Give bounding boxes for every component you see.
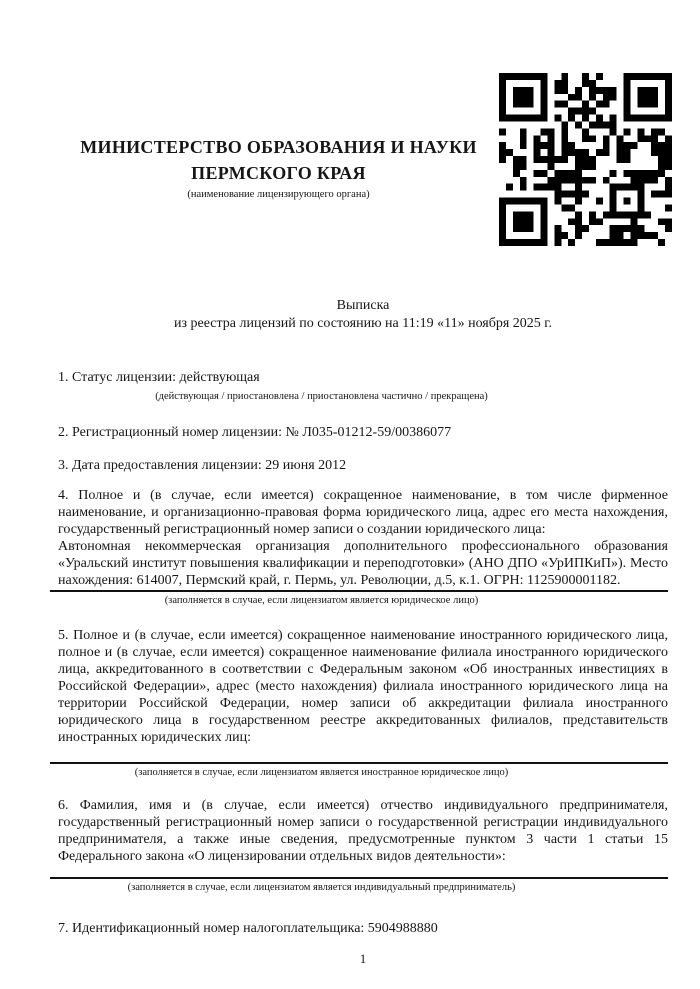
- foreign-entity-caption: (заполняется в случае, если лицензиатом является иностранное юридическое лицо): [134, 766, 509, 778]
- document-title-line2: из реестра лицензий по состоянию на 11:19 «11» ноября 2025 г.: [174, 315, 552, 331]
- legal-entity-value: Автономная некоммерческая организация дополнительного профессионального образования «Уральский институт повышения квалификации и переподготовки» (АНО ДПО «УрИПКиП»). Место нахождения: 614007, Пермский край, г. Пермь, ул. Революции, д.5, к.1. ОГРН: 1125900001182.: [58, 538, 668, 588]
- field-entrepreneur: [58, 797, 668, 894]
- ministry-name-line2: ПЕРМСКОГО КРАЯ: [191, 163, 366, 183]
- field-taxpayer-number: [58, 920, 668, 938]
- entrepreneur-label: 6. Фамилия, имя и (в случае, если имеется) отчество индивидуального предпринимателя, государственный регистрационный номер записи о государственной регистрации индивидуального предпринимателя, а также иные сведения, предусмотренные пунктом 3 части 1 статьи 15 Федерального закона «О лицензировании отдельных видов деятельности»:: [58, 797, 668, 864]
- document-body: [58, 297, 668, 967]
- qr-code-icon: [499, 73, 672, 246]
- field-grant-date: [58, 457, 668, 475]
- field-legal-entity: [58, 487, 668, 607]
- document-title-line1: Выписка: [336, 298, 390, 313]
- document-title: [58, 297, 668, 332]
- taxpayer-number-text: 7. Идентификационный номер налогоплательщика: 5904988880: [58, 920, 438, 936]
- grant-date-text: 3. Дата предоставления лицензии: 29 июня 2012: [58, 458, 347, 473]
- license-status-caption: (действующая / приостановлена / приостановлена частично / прекращена): [155, 390, 488, 402]
- entrepreneur-caption: (заполняется в случае, если лицензиатом является индивидуальный предприниматель): [127, 881, 516, 893]
- fill-line-entrepreneur: [50, 877, 668, 879]
- field-license-status: [58, 369, 668, 403]
- ministry-caption: (наименование лицензирующего органа): [187, 189, 370, 200]
- license-status-text: 1. Статус лицензии: действующая: [58, 370, 260, 385]
- field-foreign-entity: [58, 627, 668, 779]
- field-registration-number: [58, 424, 668, 442]
- registration-number-text: 2. Регистрационный номер лицензии: № Л035-01212-59/00386077: [58, 424, 452, 440]
- foreign-entity-label: 5. Полное и (в случае, если имеется) сокращенное наименование иностранного юридического лица, полное и (в случае, если имеется) сокращенное наименование филиала иностранного юридического лица, аккредитованного в соответствии с Федеральным законом «Об иностранных инвестициях в Российской Федерации», адрес (место нахождения) филиала иностранного юридического лица на территории Российской Федерации, номер записи об аккредитации филиала иностранного юридического лица в государственном реестре аккредитованных филиалов, представительств иностранных юридических лиц:: [58, 627, 668, 745]
- page-number: 1: [359, 951, 367, 966]
- legal-entity-label: 4. Полное и (в случае, если имеется) сокращенное наименование, в том числе фирменное наименование, и организационно-правовая форма юридического лица, адрес его места нахождения, государственный регистрационный номер записи о создании юридического лица:: [58, 487, 668, 537]
- ministry-name-line1: МИНИСТЕРСТВО ОБРАЗОВАНИЯ И НАУКИ: [80, 137, 477, 157]
- licensing-authority-block: [58, 134, 499, 201]
- fill-line-legal-entity: [50, 590, 668, 592]
- fill-line-foreign-entity: [50, 762, 668, 764]
- legal-entity-caption: (заполняется в случае, если лицензиатом является юридическое лицо): [164, 594, 479, 606]
